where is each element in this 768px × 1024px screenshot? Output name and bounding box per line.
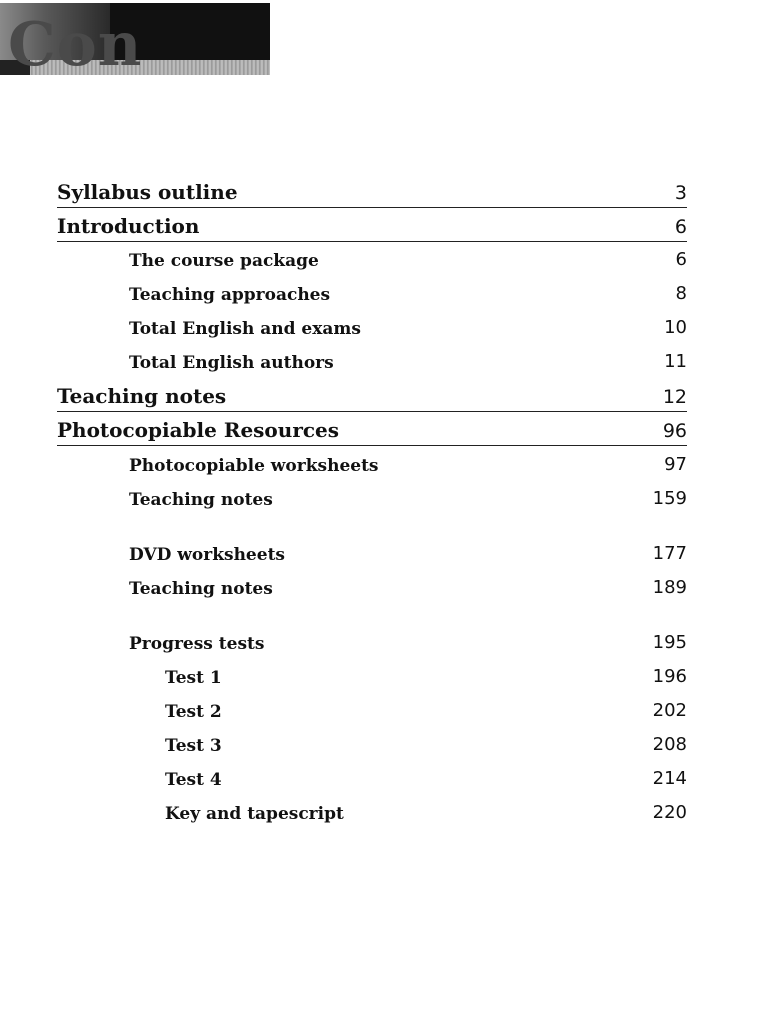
toc-entry-label: Syllabus outline [57,180,238,204]
toc-entry-label: Test 1 [165,668,222,688]
toc-entry-label: Total English authors [129,353,334,373]
toc-entry-page: 10 [664,317,687,338]
toc-entry-page: 6 [674,216,687,238]
toc-entry-page: 208 [652,734,687,755]
toc-entry-syllabus-outline[interactable] [57,177,687,208]
toc-entry-label: Teaching notes [129,579,273,599]
toc-entry-course-package[interactable] [57,241,687,271]
toc-entry-page: 97 [664,454,687,475]
toc-entry-label: Test 3 [165,736,222,756]
toc-entry-label: Teaching approaches [129,285,331,305]
toc-entry-label: Total English and exams [129,319,361,339]
toc-entry-dvd-teaching-notes[interactable] [57,569,687,599]
contents-banner [0,3,270,75]
toc-entry-test-2[interactable] [57,692,687,722]
banner-title: Con [8,10,143,75]
toc-entry-page: 3 [674,182,687,204]
toc-entry-page: 202 [652,700,687,721]
toc-entry-test-4[interactable] [57,760,687,790]
toc-entry-key-tapescript[interactable] [57,794,687,824]
toc-entry-page: 6 [675,249,687,270]
toc-entry-label: Test 4 [165,770,222,790]
toc-entry-page: 196 [652,666,687,687]
toc-entry-worksheet-teaching-notes[interactable] [57,480,687,510]
toc-entry-page: 177 [652,543,687,564]
toc-entry-photocopiable-worksheets[interactable] [57,446,687,476]
toc-entry-page: 195 [652,632,687,653]
toc-entry-introduction[interactable] [57,211,687,242]
toc-entry-page: 220 [652,802,687,823]
toc-entry-label: Photocopiable Resources [57,418,340,442]
toc-entry-label: The course package [129,251,319,271]
toc-entry-page: 189 [652,577,687,598]
toc-entry-page: 11 [664,351,687,372]
toc-entry-photocopiable-resources[interactable] [57,415,687,446]
toc-entry-progress-tests[interactable] [57,624,687,654]
toc-entry-label: Photocopiable worksheets [129,456,379,476]
toc-entry-test-3[interactable] [57,726,687,756]
toc-entry-label: DVD worksheets [129,545,285,565]
toc-entry-total-english-authors[interactable] [57,343,687,373]
toc-entry-page: 214 [652,768,687,789]
toc-entry-page: 8 [675,283,687,304]
toc-entry-dvd-worksheets[interactable] [57,535,687,565]
toc-entry-page: 12 [662,386,687,408]
toc-entry-label: Progress tests [129,634,265,654]
toc-entry-total-english-exams[interactable] [57,309,687,339]
toc-entry-label: Introduction [57,214,200,238]
toc-entry-label: Test 2 [165,702,222,722]
toc-entry-label: Teaching notes [129,490,273,510]
toc-entry-page: 159 [652,488,687,509]
toc-entry-test-1[interactable] [57,658,687,688]
toc-entry-teaching-approaches[interactable] [57,275,687,305]
toc-entry-teaching-notes[interactable] [57,381,687,412]
toc-entry-label: Teaching notes [57,384,227,408]
toc-entry-page: 96 [662,420,687,442]
toc-entry-label: Key and tapescript [165,804,344,824]
